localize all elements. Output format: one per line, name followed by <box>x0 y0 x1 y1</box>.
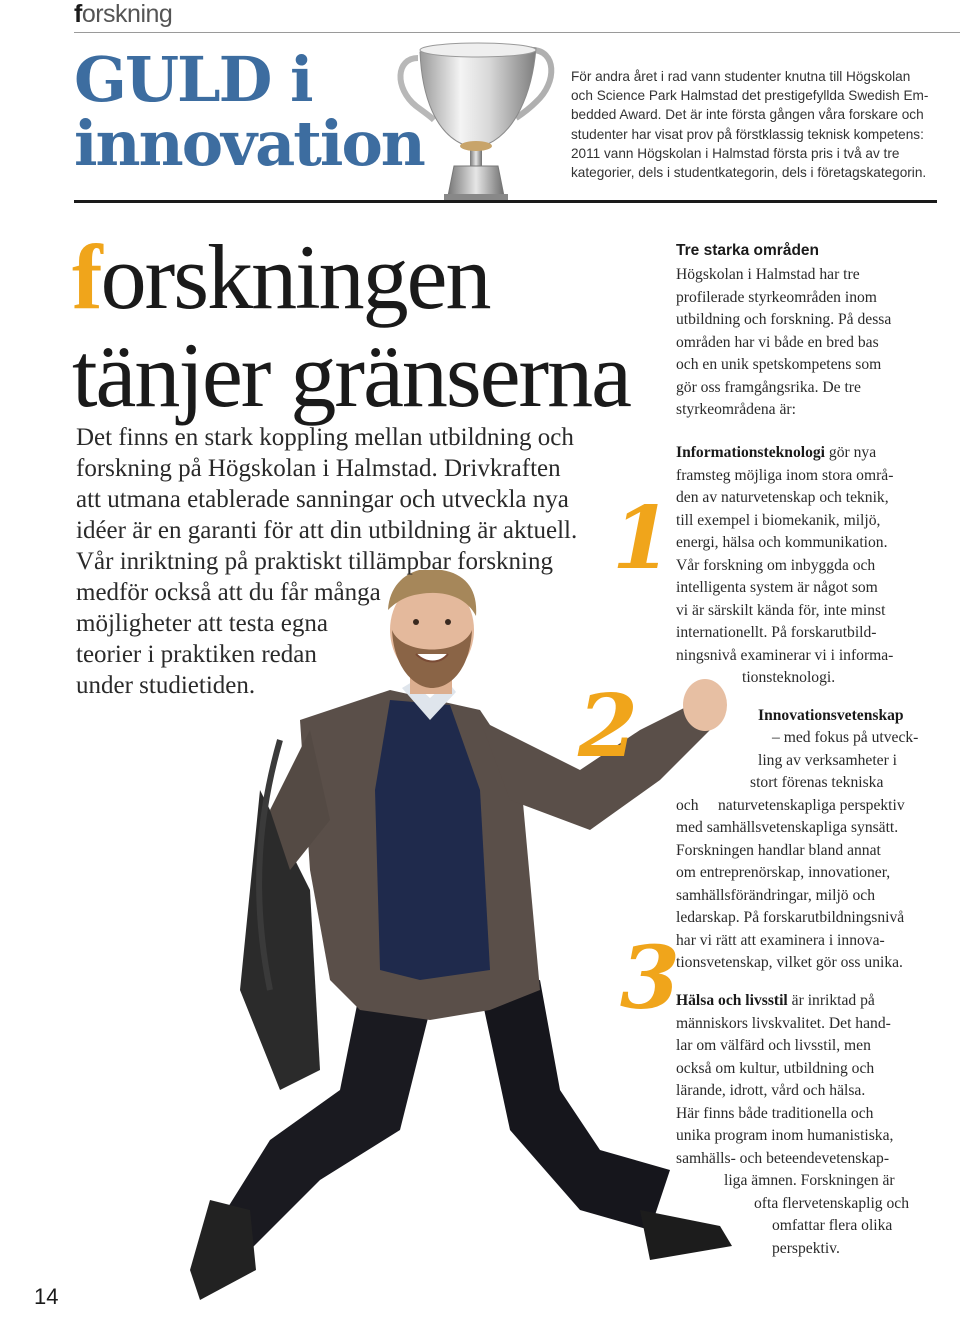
it-title: Informationsteknologi <box>676 444 826 461</box>
it-line: till exempel i biomekanik, miljö, <box>676 512 881 529</box>
health-line: samhälls- och beteendevetenskap- <box>676 1150 890 1167</box>
it-line: Vår forskning om inbyggda och <box>676 557 876 574</box>
innovation-line: stort förenas tekniska <box>750 774 884 791</box>
lead-line: Vår inriktning på praktiskt tillämpbar forskning <box>76 548 553 575</box>
innovation-line: med samhällsvetenskapliga synsätt. <box>676 819 899 836</box>
headline-line-1-rest: orskningen <box>100 226 490 328</box>
innovation-line: ling av verksamheter i <box>758 752 897 769</box>
health-line: lar om välfärd och livsstil, men <box>676 1037 871 1054</box>
areas-intro-line: styrkeområdena är: <box>676 401 796 418</box>
innovation-line: samhällsförändringar, miljö och <box>676 887 876 904</box>
it-first-line <box>676 442 876 465</box>
areas-intro-line: Högskolan i Halmstad har tre <box>676 266 860 283</box>
number-three: 3 <box>620 928 680 1029</box>
health-line: omfattar flera olika <box>772 1217 893 1234</box>
trophy-image <box>390 36 560 202</box>
innovation-title <box>758 705 904 728</box>
intro-divider <box>74 200 937 203</box>
it-first-rest: gör nya <box>825 444 877 461</box>
headline-line-1 <box>72 228 630 326</box>
innovation-line: Forskningen handlar bland annat <box>676 842 881 859</box>
innovation-line: ledarskap. På forskarutbildningsnivå <box>676 909 905 926</box>
lead-line: teorier i praktiken redan <box>76 641 317 668</box>
section-label-first-letter: f <box>74 0 82 28</box>
it-line: energi, hälsa och kommunikation. <box>676 534 888 551</box>
innovation-line: tionsvetenskap, vilket gör oss unika. <box>676 954 903 971</box>
headline-first-letter: f <box>72 226 101 328</box>
lead-line: möjligheter att testa egna <box>76 610 328 637</box>
header-rule <box>74 32 960 33</box>
health-line: också om kultur, utbildning och <box>676 1060 875 1077</box>
headline-line-2: tänjer gränserna <box>72 324 631 426</box>
lead-line: Det finns en stark koppling mellan utbildning och <box>76 424 574 451</box>
areas-intro-line: gör oss framgångsrika. De tre <box>676 379 861 396</box>
it-line: tionsteknologi. <box>742 669 836 686</box>
areas-intro-line: och en unik spetskompetens som <box>676 356 882 373</box>
intro-line: För andra året i rad vann studenter knutna till Högskolan <box>571 69 911 84</box>
award-intro-text <box>571 67 946 182</box>
innovation-line: – med fokus på utveck- <box>772 729 919 746</box>
lead-line: medför också att du får många <box>76 579 381 606</box>
health-line: perspektiv. <box>772 1240 840 1257</box>
health-title: Hälsa och livsstil <box>676 992 788 1009</box>
it-line: intelligenta system är något som <box>676 579 878 596</box>
lead-line: forskning på Högskolan i Halmstad. Drivkraften <box>76 455 561 482</box>
guld-innovation-title <box>74 43 424 180</box>
intro-line: studenter har visat prov på förstklassig teknisk kompetens: <box>571 126 924 142</box>
it-line: framsteg möjliga inom stora områ- <box>676 467 894 484</box>
lead-line: under studietiden. <box>76 672 256 699</box>
health-first-line <box>676 990 875 1013</box>
innovation-line: har vi rätt att examinera i innova- <box>676 932 885 949</box>
guld-title-line-1: GULD i <box>74 43 312 116</box>
lead-line: att utmana etablerade sanningar och utveckla nya <box>76 486 569 513</box>
page-number: 14 <box>34 1284 59 1309</box>
it-line: ningsnivå examinerar vi i informa- <box>676 647 894 664</box>
health-line: unika program inom humanistiska, <box>676 1127 894 1144</box>
areas-intro-line: profilerade styrkeområden inom <box>676 289 877 306</box>
intro-line: bedded Award. Det är inte första gången våra forskare och <box>571 107 924 123</box>
areas-intro-line: områden har vi både en bred bas <box>676 334 879 351</box>
number-two: 2 <box>578 676 638 777</box>
it-line: vi är särskilt kända för, inte minst <box>676 602 886 619</box>
number-one: 1 <box>612 488 672 589</box>
intro-line: och Science Park Halmstad det prestigefyllda Swedish Em- <box>571 88 929 104</box>
guld-title-line-2: innovation <box>74 107 424 180</box>
section-label <box>74 0 172 29</box>
health-line: människors livskvalitet. Det hand- <box>676 1015 891 1032</box>
areas-heading: Tre starka områden <box>676 242 820 259</box>
intro-line: 2011 vann Högskolan i Halmstad första pris i två av tre <box>571 145 900 161</box>
health-first-rest: är inriktad på <box>787 992 875 1009</box>
lead-line: idéer är en garanti för att din utbildning är aktuell. <box>76 517 578 544</box>
innovation-line: och naturvetenskapliga perspektiv <box>676 797 905 814</box>
main-headline <box>72 228 630 424</box>
health-line: liga ämnen. Forskningen är <box>724 1172 895 1189</box>
it-line: internationellt. På forskarutbild- <box>676 624 877 641</box>
section-label-rest: orskning <box>81 0 173 28</box>
intro-line: kategorier, dels i studentkategorin, dels i företagskategorin. <box>571 165 927 181</box>
health-line: ofta flervetenskaplig och <box>754 1195 910 1212</box>
areas-intro-line: utbildning och forskning. På dessa <box>676 311 892 328</box>
innovation-line: om entreprenörskap, innovationer, <box>676 864 891 881</box>
health-line: Här finns både traditionella och <box>676 1105 874 1122</box>
it-line: den av naturvetenskap och teknik, <box>676 489 889 506</box>
innovation-title-text: Innovationsvetenskap <box>758 707 904 724</box>
health-line: lärande, idrott, vård och hälsa. <box>676 1082 866 1099</box>
